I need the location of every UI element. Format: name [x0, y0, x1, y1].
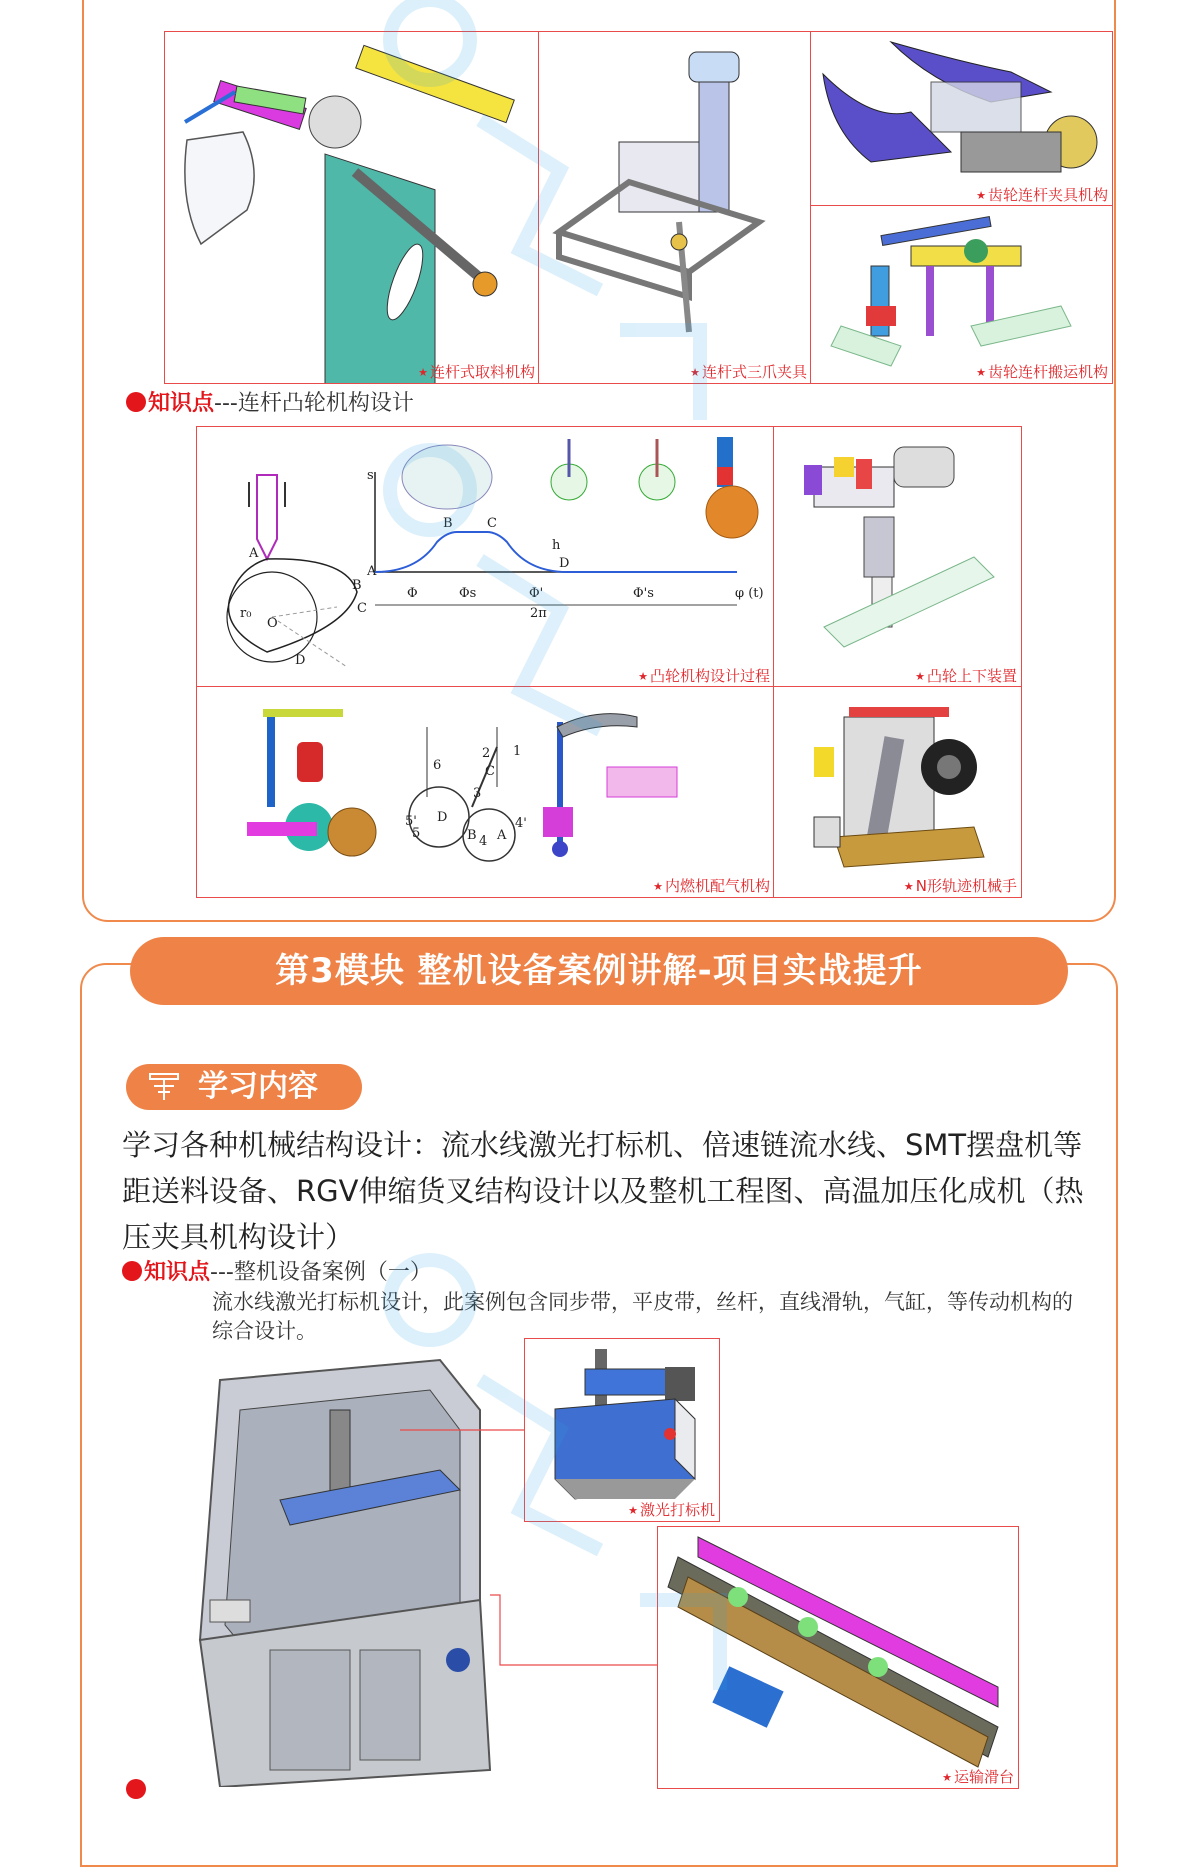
knowledge-point-2: 知识点---整机设备案例（一） [122, 1255, 432, 1286]
module3-intro: 学习各种机械结构设计：流水线激光打标机、倍速链流水线、SMT摆盘机等距送料设备、RGV伸缩货叉结构设计以及整机工程图、高温加压化成机（热压夹具机构设计） [122, 1128, 1084, 1254]
caption-transport-slide: ★ 运输滑台 [942, 1766, 1014, 1787]
three-claw-illustration [539, 32, 811, 383]
caption-laser-marker: ★ 激光打标机 [628, 1499, 715, 1520]
image-panel-three-claw [538, 31, 812, 384]
svg-text:A: A [367, 564, 377, 579]
svg-text:6: 6 [433, 758, 442, 773]
red-dot-icon [122, 1261, 142, 1281]
laser-marker-illustration [525, 1339, 719, 1521]
image-panel-cam-updown [773, 426, 1022, 688]
caption-linkage-pick: ★ 连杆式取料机构 [418, 361, 535, 382]
svg-text:5': 5' [405, 814, 417, 829]
caption-gear-linkage-carry: ★ 齿轮连杆搬运机构 [976, 361, 1108, 382]
red-dot-icon [126, 392, 146, 412]
image-panel-transport-slide [657, 1526, 1019, 1789]
image-panel-n-track [773, 686, 1022, 898]
image-panel-cam-design [196, 426, 775, 688]
caption-cam-updown: ★ 凸轮上下装置 [915, 665, 1017, 686]
svg-text:Φs: Φs [459, 586, 477, 601]
image-panel-valve-train [196, 686, 775, 898]
caption-three-claw: ★ 连杆式三爪夹具 [690, 361, 807, 382]
svg-text:C: C [485, 764, 495, 779]
image-panel-gear-linkage-clamp [810, 31, 1113, 207]
svg-text:Φ': Φ' [529, 586, 544, 601]
svg-text:B: B [443, 516, 453, 531]
caption-cam-design: ★ 凸轮机构设计过程 [638, 665, 770, 686]
svg-text:D: D [437, 810, 448, 825]
svg-text:2π: 2π [530, 606, 547, 621]
cutoff-red-dot-icon [126, 1779, 146, 1799]
case-description: 流水线激光打标机设计，此案例包含同步带，平皮带，丝杆，直线滑轨，气缸，等传动机构的综合设计。 [212, 1290, 1073, 1343]
linkage-pick-illustration [165, 32, 539, 383]
cam-design-diagram [197, 427, 774, 687]
cam-label-A: A [249, 546, 259, 561]
n-track-manipulator-illustration [774, 687, 1021, 897]
svg-text:D: D [559, 556, 570, 571]
svg-text:1: 1 [513, 744, 522, 759]
caption-valve-train: ★ 内燃机配气机构 [653, 875, 770, 896]
svg-text:C: C [487, 516, 497, 531]
svg-text:A: A [497, 828, 507, 843]
gear-linkage-carry-illustration [811, 206, 1112, 383]
svg-text:s: s [367, 468, 374, 483]
svg-text:5: 5 [412, 826, 421, 841]
svg-text:φ (t): φ (t) [735, 586, 764, 601]
image-panel-laser-marker [524, 1338, 720, 1522]
svg-text:B: B [467, 828, 477, 843]
knowledge-point-1: 知识点---连杆凸轮机构设计 [126, 386, 414, 417]
svg-text:3: 3 [473, 786, 482, 801]
image-panel-linkage-pick [164, 31, 540, 384]
svg-text:Φ: Φ [407, 586, 418, 601]
svg-text:D: D [295, 653, 306, 668]
gear-linkage-clamp-illustration [811, 32, 1112, 206]
svg-text:r₀: r₀ [240, 606, 252, 621]
tree-icon [148, 1072, 180, 1102]
image-panel-gear-linkage-carry [810, 205, 1113, 384]
learning-content-pill [126, 1064, 362, 1110]
valve-train-diagram [197, 687, 774, 897]
svg-text:2: 2 [482, 746, 491, 761]
svg-text:C: C [357, 601, 367, 616]
svg-text:B: B [352, 578, 362, 593]
module3-banner: 第3模块 整机设备案例讲解-项目实战提升 [130, 937, 1068, 1005]
svg-text:4': 4' [515, 816, 527, 831]
svg-text:h: h [552, 538, 561, 553]
svg-text:Φ's: Φ's [633, 586, 654, 601]
learning-content-label: 学习内容 [198, 1069, 318, 1104]
svg-text:O: O [267, 616, 278, 631]
svg-text:4: 4 [479, 834, 488, 849]
caption-n-track: ★ N形轨迹机械手 [904, 875, 1017, 896]
transport-slide-illustration [658, 1527, 1018, 1788]
cam-updown-illustration [774, 427, 1021, 687]
caption-gear-linkage-clamp: ★ 齿轮连杆夹具机构 [976, 184, 1108, 205]
